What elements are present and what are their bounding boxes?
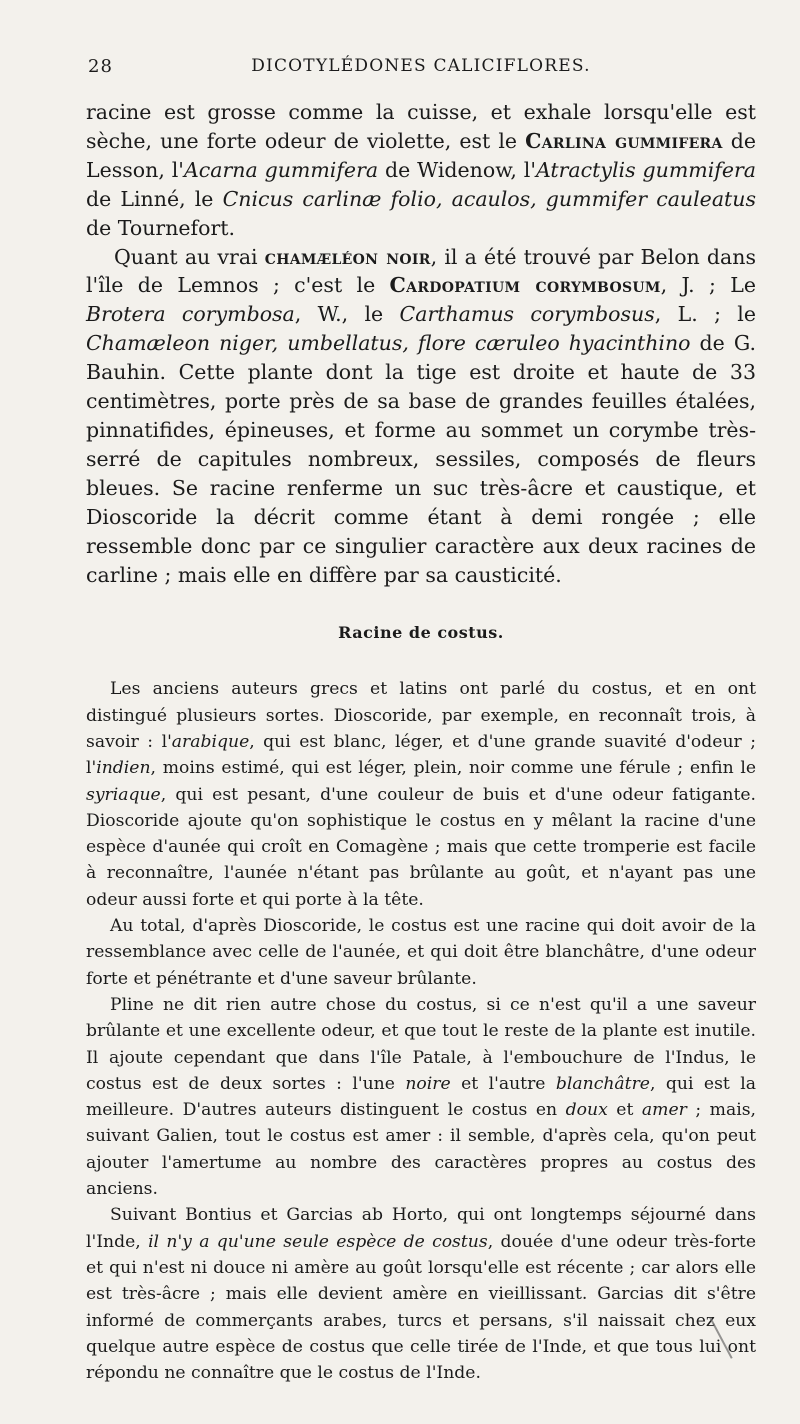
species-name: Chamæleon niger, umbellatus, flore cæruleo hyacinthino <box>86 331 691 356</box>
species-name: Carthamus corymbosus <box>399 302 655 327</box>
species-name: chamæléon noir <box>264 244 431 269</box>
species-name: Acarna gummifera <box>183 157 379 182</box>
species-name: Brotera corymbosa <box>86 302 295 327</box>
paragraph-chamaeleon: Quant au vrai chamæléon noir, il a été trouvé par Belon dans l'île de Lemnos ; c'est le Cardopatium corymbosum, J. ; Le Brotera corymbosa, W., le Carthamus corymbosus, L. ; le Chamæleon niger, umbellatus, flore cæruleo hyacinthino de G. Bauhin. Cette plante dont la tige est droite et haute de 33 centimètres, porte près de sa base de grandes feuilles étalées, pinnatifides, épineuses, et forme au sommet un corymbe très-serré de capitules nombreux, sessiles, composés de fleurs bleues. Se racine renferme un suc très-âcre et caustique, et Dioscoride la décrit comme étant à demi rongée ; elle ressemble donc par ce singulier caractère aux deux racines de carline ; mais elle en diffère par sa causticité. <box>86 244 756 587</box>
species-name: Cnicus carlinæ folio, acaulos, gummifer cauleatus <box>222 186 757 211</box>
paragraph-total: Au total, d'après Dioscoride, le costus est une racine qui doit avoir de la ressemblance avec celle de l'aunée, et qui doit être blanchâtre, d'une odeur forte et pénétrante et d'une saveur brûlante. <box>86 916 756 989</box>
paragraph-pline: Pline ne dit rien autre chose du costus, si ce n'est qu'il a une saveur brûlante et une excellente odeur, et que tout le reste de la plante est inutile. Il ajoute cependant que dans l'île Patale, à l'embouchure de l'Indus, le costus est de deux sortes : l'une noire et l'autre blanchâtre, qui est la meilleure. D'autres auteurs distinguent le costus en doux et amer ; mais, suivant Galien, tout le costus est amer : il semble, d'après cela, qu'on peut ajouter l'amertume au nombre des caractères propres au costus des anciens. <box>86 994 757 1200</box>
species-name: Atractylis gummifera <box>535 157 756 182</box>
paragraph-dioscoride: Les anciens auteurs grecs et latins ont parlé du costus, et en ont distingué plusieurs sortes. Dioscoride, par exemple, en reconnaît trois, à savoir : l'arabique, qui est blanc, léger, et d'une grande suavité d'odeur ; l'indien, moins estimé, qui est léger, plein, noir comme une férule ; enfin le syriaque, qui est pesant, d'une couleur de buis et d'une odeur fatigante. Dioscoride ajoute qu'on sophistique le costus en y mêlant la racine d'une espèce d'aunée qui croît en Comagène ; mais que cette tromperie est facile à reconnaître, l'aunée n'étant pas brûlante au goût, et n'ayant pas une odeur aussi forte et qui porte à la tête. <box>86 679 756 910</box>
running-title: DICOTYLÉDONES CALICIFLORES. <box>251 56 591 76</box>
paragraph-carlina: racine est grosse comme la cuisse, et exhale lorsqu'elle est sèche, une forte odeur de violette, est le Carlina gummifera de Lesson, l'Acarna gummifera de Widenow, l'Atractylis gummifera de Linné, le Cnicus carlinæ folio, acaulos, gummifer cauleatus de Tournefort. <box>86 100 757 240</box>
page-header <box>86 56 756 88</box>
paragraph-bontius: Suivant Bontius et Garcias ab Horto, qui ont longtemps séjourné dans l'Inde, il n'y a qu'une seule espèce de costus, douée d'une odeur très-forte et qui n'est ni douce ni amère au goût lorsqu'elle est récente ; car alors elle est très-âcre ; mais elle devient amère en vieillissant. Garcias dit s'être informé de commerçants arabes, turcs et persans, s'il naissait chez eux quelque autre espèce de costus que celle tirée de l'Inde, et que tous lui ont répondu ne connaître que le costus de l'Inde. <box>86 1205 757 1384</box>
costus-section <box>86 676 756 1386</box>
species-name: Carlina gummifera <box>525 128 723 153</box>
carline-section <box>86 98 756 589</box>
section-heading-costus: Racine de costus. <box>338 623 504 643</box>
species-name: Cardopatium corymbosum <box>389 273 661 298</box>
page-number: 28 <box>88 56 113 77</box>
